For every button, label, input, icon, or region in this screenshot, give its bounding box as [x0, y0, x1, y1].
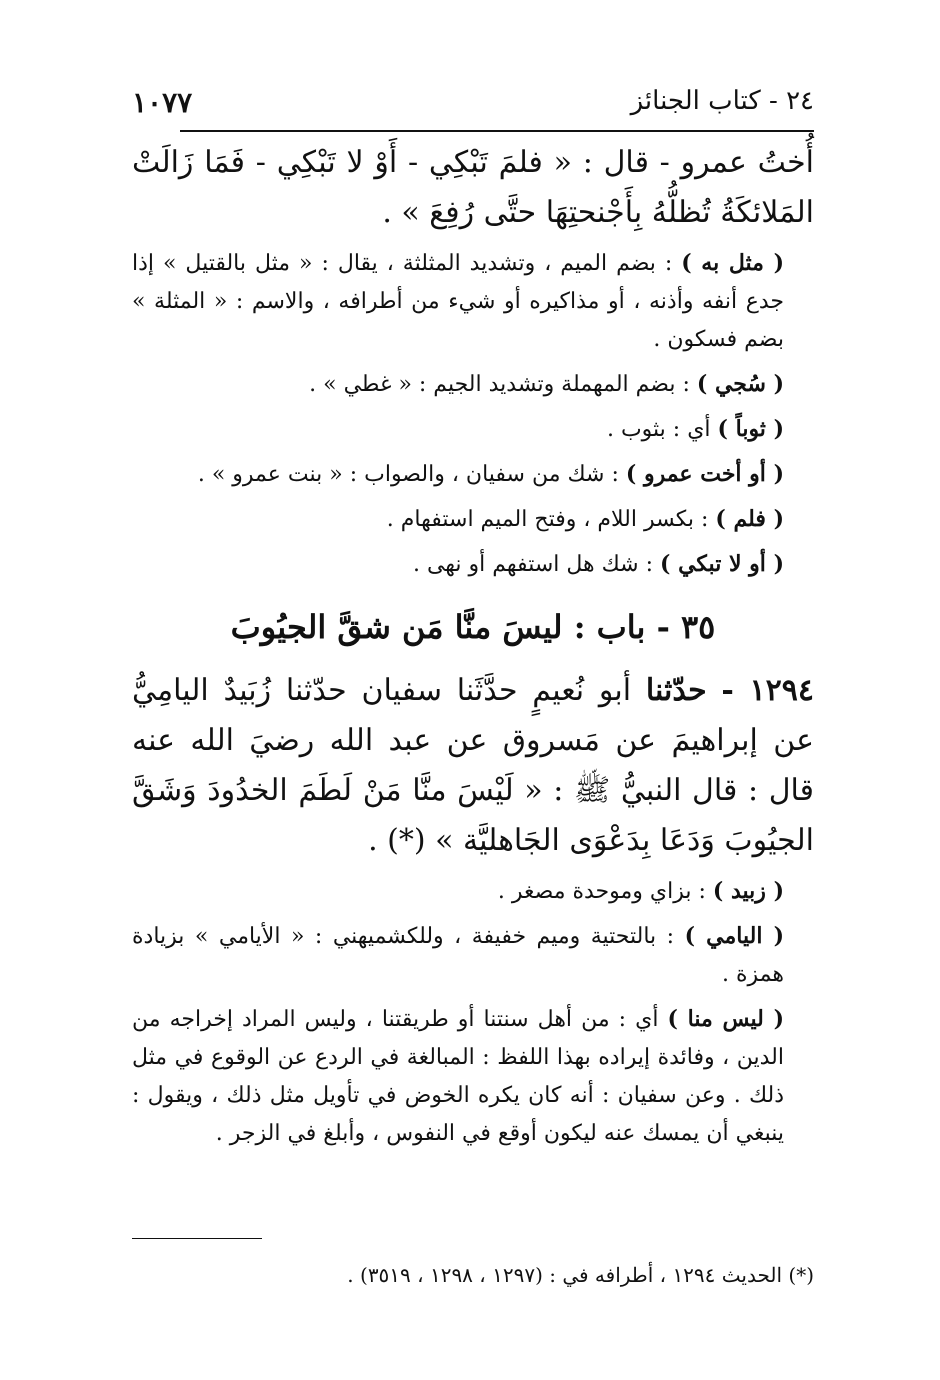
gloss-item: [132, 365, 814, 404]
glosses-bottom: [132, 872, 814, 1153]
hadith-body: أبو نُعيمٍ حدَّثَنا سفيان حدّثنا زُبَيدٌ اليامِيُّ عن إبراهيمَ عن مَسروق عن عبد الله رضيَ الله عنه قال : قال النبيُّ ﷺ : « لَيْسَ منَّا مَنْ لَطَمَ الخدُودَ وَشَقَّ الجيُوبَ وَدَعَا بِدَعْوَى الجَاهليَّة » (*) .: [132, 673, 814, 858]
continuation-text: أُختُ عمرو - قال : « فلمَ تَبْكِي - أَوْ لا تَبْكِي - فَمَا زَالَتْ المَلائكَةُ تُظلُّهُ بِأَجْنحتِهَا حتَّى رُفِعَ » .: [132, 145, 814, 230]
header-rule: [180, 130, 814, 132]
gloss-term: ( ثوباً ): [717, 416, 784, 442]
footnote-rule: [132, 1238, 262, 1239]
hadith-text: [132, 666, 814, 866]
gloss-item: [132, 872, 814, 911]
page-header: [132, 86, 814, 126]
hadith-opening: حدّثنا: [645, 673, 707, 708]
main-content: [132, 138, 814, 1159]
footnote: (*) الحديث ١٢٩٤ ، أطرافه في : (١٢٩٧ ، ١٢٩٨ ، ٣٥١٩) .: [347, 1263, 814, 1287]
gloss-item: [132, 410, 814, 449]
gloss-term: ( فلم ): [715, 506, 784, 532]
gloss-term: ( مثل به ): [681, 250, 784, 276]
gloss-item: [132, 455, 814, 494]
gloss-item: [132, 917, 814, 994]
hadith-number: ١٢٩٤ -: [721, 673, 814, 708]
gloss-text: أي : من أهل سنتنا أو طريقتنا ، وليس المراد إخراجه من الدين ، وفائدة إيراده بهذا اللفظ : المبالغة في الردع عن الوقوع في مثل ذلك . وعن سفيان : أنه كان يكره الخوض في تأويل مثل ذلك ، ويقول : ينبغي أن يمسك عنه ليكون أوقع في النفوس ، وأبلغ في الزجر .: [132, 1007, 784, 1146]
gloss-text: : بالتحتية وميم خفيفة ، وللكشميهني : « الأيامي » بزيادة همزة .: [132, 924, 784, 987]
gloss-item: [132, 1000, 814, 1153]
chapter-heading: ٣٥ - باب : ليسَ منَّا مَن شقَّ الجيُوبَ: [230, 608, 716, 646]
gloss-text: أي : بثوب .: [606, 417, 718, 442]
page-number: ١٠٧٧: [132, 86, 193, 119]
gloss-term: ( زبيد ): [712, 878, 784, 904]
gloss-term: ( أو لا تبكي ): [660, 551, 784, 577]
gloss-term: ( اليامي ): [684, 923, 784, 949]
gloss-term: ( سُجي ): [696, 371, 784, 397]
gloss-text: : شك من سفيان ، والصواب : « بنت عمرو » .: [197, 462, 626, 487]
gloss-term: ( ليس منا ): [667, 1006, 784, 1032]
gloss-text: : بكسر اللام ، وفتح الميم استفهام .: [386, 507, 716, 532]
gloss-text: : بزاي وموحدة مصغر .: [497, 879, 713, 904]
running-title: ٢٤ - كتاب الجنائز: [630, 86, 814, 116]
gloss-item: [132, 500, 814, 539]
gloss-text: : شك هل استفهم أو نهى .: [412, 552, 660, 577]
glosses-top: [132, 244, 814, 584]
gloss-item: [132, 244, 814, 359]
gloss-item: [132, 545, 814, 584]
gloss-text: : بضم الميم ، وتشديد المثلثة ، يقال : « مثل بالقتيل » إذا جدع أنفه وأذنه ، أو مذاكيره أو شيء من أطرافه ، والاسم : « المثلة » بضم فسكون .: [132, 251, 784, 352]
gloss-text: : بضم المهملة وتشديد الجيم : « غطي » .: [309, 372, 697, 397]
gloss-term: ( أو أخت عمرو ): [625, 461, 784, 487]
